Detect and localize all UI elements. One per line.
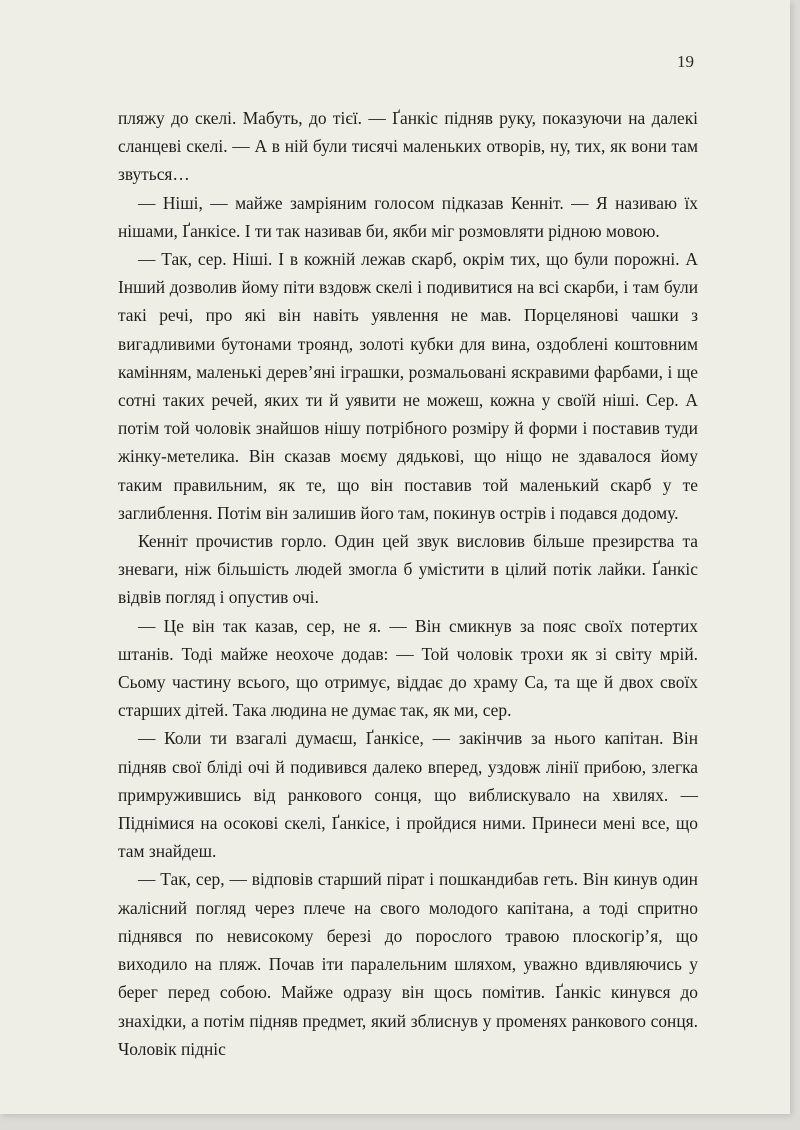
paragraph: — Це він так казав, сер, не я. — Він смикнув за пояс своїх потертих штанів. Тоді майже неохоче додав: — Той чоловік трохи як зі світу мрій. Сьому частину всього, що отримує, віддає до храму Са, та ще й двох своїх старших дітей. Така людина не думає так, як ми, сер. (118, 615, 698, 721)
paragraph: — Так, сер, — відповів старший пірат і пошкандибав геть. Він кинув один жалісний погляд через плече на свого молодого капітана, а тоді спритно піднявся по невисокому березі до порослого травою плоскогір’я, що виходило на пляж. Почав іти паралельним шляхом, уважно вдивляючись у берег перед собою. Майже одразу він щось помітив. Ґанкіс кинувся до знахідки, а потім підняв предмет, який зблиснув у променях ранкового сонця. Чоловік підніс (118, 869, 698, 1059)
paragraph: — Коли ти взагалі думаєш, Ґанкісе, — закінчив за нього капітан. Він підняв свої бліді очі й подивився далеко вперед, уздовж лінії прибою, злегка примружившись від ранкового сонця, що виблискувало на хвилях. — Піднімися на осокові скелі, Ґанкісе, і пройдися ними. Принеси мені все, що там знайдеш. (118, 728, 698, 862)
paragraph: Кенніт прочистив горло. Один цей звук висловив більше презирства та зневаги, ніж більшість людей змогла б умістити в цілий потік лайки. Ґанкіс відвів погляд і опустив очі. (118, 531, 698, 608)
paragraph: — Так, сер. Ніші. І в кожній лежав скарб, окрім тих, що були порожні. А Інший дозволив йому піти вздовж скелі і подивитися на всі скарби, і там були такі речі, про які він навіть уявлення не мав. Порцелянові чашки з вигадливими бутонами троянд, золоті кубки для вина, оздоблені коштовним камінням, маленькі дерев’яні іграшки, розмальовані яскравими фарбами, і ще сотні таких речей, яких ти й уявити не можеш, кожна у своїй ніші. Сер. А потім той чоловік знайшов нішу потрібного розміру й форми і поставив туди жінку-метелика. Він сказав моєму дядькові, що ніщо не здавалося йому таким правильним, як те, що він поставив той маленький скарб у те заглиблення. Потім він залишив його там, покинув острів і подався додому. (118, 249, 698, 523)
paragraph: пляжу до скелі. Мабуть, до тієї. — Ґанкіс підняв руку, показуючи на далекі сланцеві скелі. — А в ній були тисячі маленьких отворів, ну, тих, як вони там звуться… (118, 108, 698, 185)
paragraph: — Ніші, — майже замріяним голосом підказав Кенніт. — Я називаю їх нішами, Ґанкісе. І ти так називав би, якби міг розмовляти рідною мовою. (118, 192, 698, 241)
page-number: 19 (677, 52, 694, 71)
body-text (118, 104, 698, 1063)
